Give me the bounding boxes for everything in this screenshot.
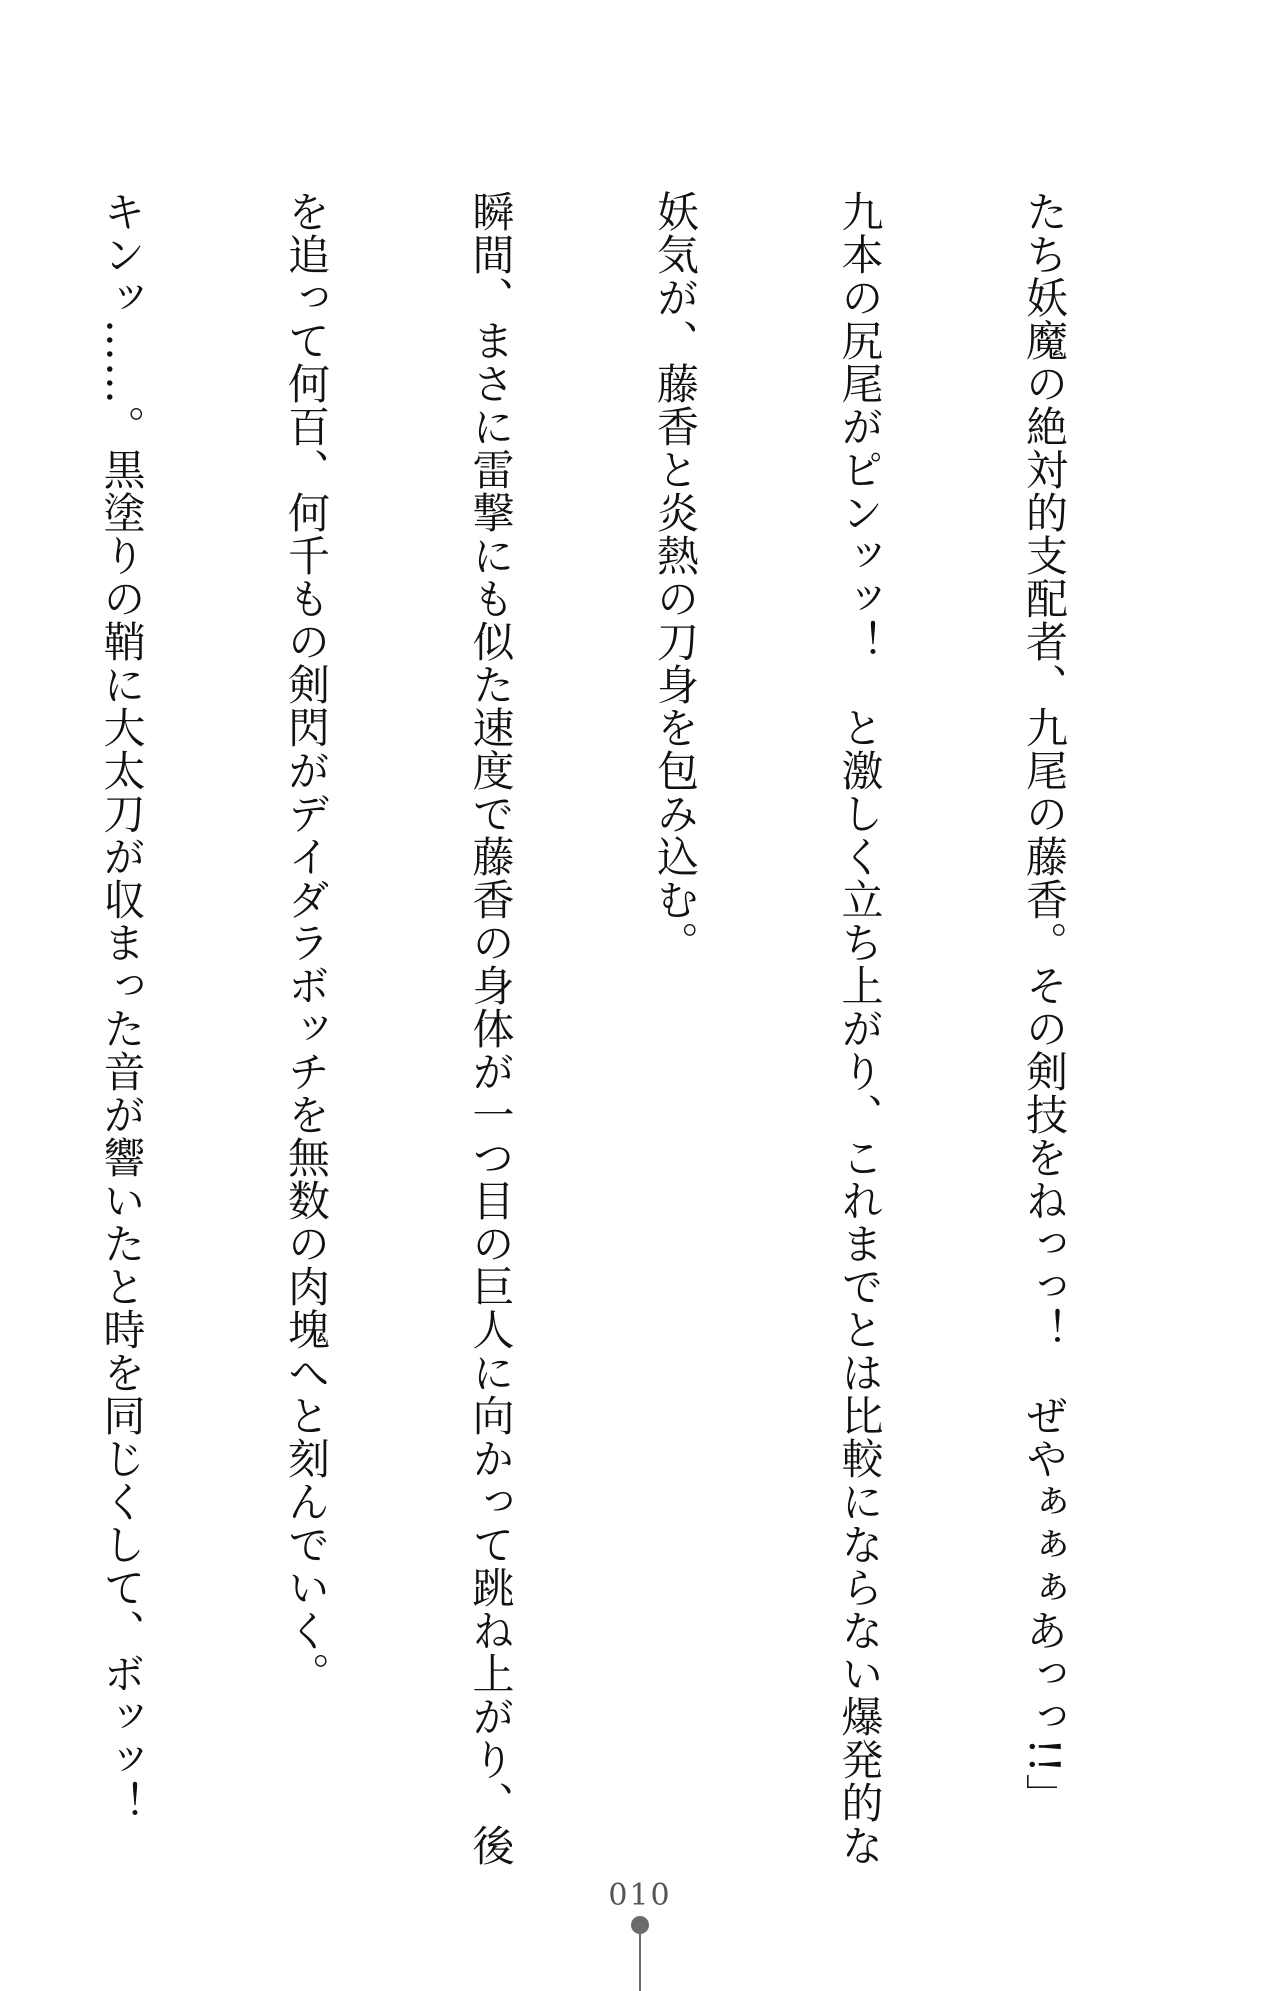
body-text	[0, 190, 1198, 1867]
text-line: たち妖魔の絶対的支配者、九尾の藤香。その剣技をねっっ！ ぜやぁぁぁあっっ!!」	[1020, 190, 1069, 1817]
text-line: 瞬間、まさに雷撃にも似た速度で藤香の身体が一つ目の巨人に向かって跳ね上がり、後	[466, 190, 516, 1867]
text-line: キンッ……。黒塗りの鞘に大太刀が収まった音が響いたと時を同じくして、ボッッ！	[97, 190, 147, 1824]
text-line: 九本の尻尾がピンッッ！ と激しく立ち上がり、これまでとは比較にならない爆発的な	[835, 190, 885, 1867]
text-line: 妖気が、藤香と炎熱の刀身を包み込む。	[651, 190, 700, 964]
page-number: 010	[608, 1878, 672, 1913]
page-number-ornament	[630, 1915, 650, 1991]
text-line: を追って何百、何千もの剣閃がデイダラボッチを無数の肉塊へと刻んでいく。	[282, 190, 331, 1695]
